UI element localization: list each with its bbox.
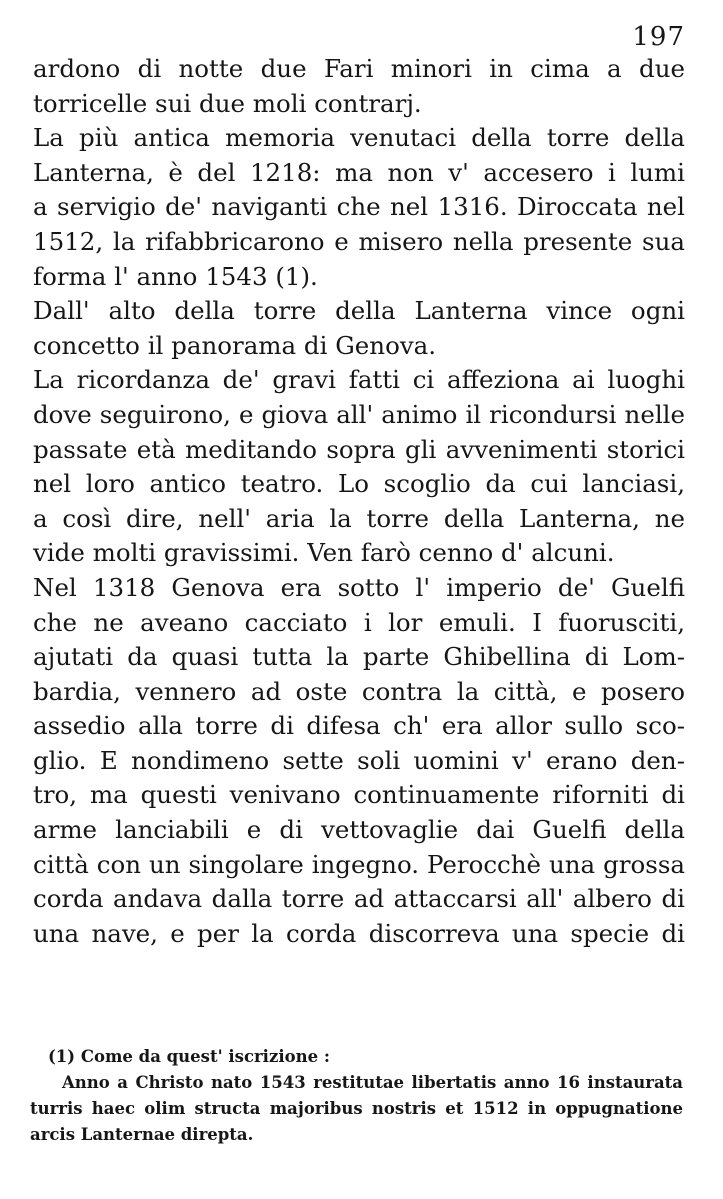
footnote-line: Anno a Christo nato 1543 restitutae libertatis anno 16 instaurata (62, 1073, 683, 1092)
body-line: corda andava dalla torre ad attaccarsi all' albero di (33, 884, 685, 914)
body-line: città con un singolare ingegno. Perocchè una grossa (33, 849, 685, 879)
body-line: Dall' alto della torre della Lanterna vince ogni (33, 296, 685, 326)
body-line: Lanterna, è del 1218: ma non v' accesero i lumi (33, 157, 685, 187)
body-line: forma l' anno 1543 (1). (33, 261, 318, 291)
footnotes (30, 1044, 683, 1148)
body-line: ajutati da quasi tutta la parte Ghibellina di Lom- (33, 642, 685, 672)
body-line: passate età meditando sopra gli avvenimenti storici (33, 434, 685, 464)
body-line: La ricordanza de' gravi fatti ci affeziona ai luoghi (33, 365, 685, 395)
footnote-line: arcis Lanternae direpta. (30, 1125, 254, 1144)
body-line: ardono di notte due Fari minori in cima a due (33, 54, 685, 83)
body-line: tro, ma questi venivano continuamente riforniti di (33, 780, 685, 810)
body-line: glio. E nondimeno sette soli uomini v' erano den- (33, 745, 685, 775)
footnote-line: (1) Come da quest' iscrizione : (48, 1047, 330, 1066)
body-text (33, 52, 685, 951)
body-line: arme lanciabili e di vettovaglie dai Guelfi della (33, 815, 685, 845)
body-line: che ne aveano cacciato i lor emuli. I fuorusciti, (33, 607, 685, 637)
body-line: dove seguirono, e giova all' animo il ricondursi nelle (33, 399, 685, 429)
body-line: assedio alla torre di difesa ch' era allor sullo sco- (33, 711, 685, 741)
body-line: una nave, e per la corda discorreva una specie di (33, 918, 685, 948)
body-line: La più antica memoria venutaci della torre della (33, 123, 685, 153)
body-line: concetto il panorama di Genova. (33, 330, 437, 360)
body-line: nel loro antico teatro. Lo scoglio da cui lanciasi, (33, 469, 685, 499)
body-line: vide molti gravissimi. Ven farò cenno d' alcuni. (33, 538, 615, 568)
body-line: bardia, vennero ad oste contra la città, e posero (33, 676, 685, 706)
body-line: a servigio de' naviganti che nel 1316. Diroccata nel (33, 192, 685, 222)
body-line: a così dire, nell' aria la torre della Lanterna, ne (33, 503, 685, 533)
body-line: torricelle sui due moli contrarj. (33, 88, 422, 118)
body-line: 1512, la rifabbricarono e misero nella presente sua (33, 226, 685, 256)
body-line: Nel 1318 Genova era sotto l' imperio de' Guelfi (33, 572, 685, 602)
footnote-line: turris haec olim structa majoribus nostris et 1512 in oppugnatione (30, 1099, 683, 1118)
page-number: 197 (632, 22, 685, 52)
